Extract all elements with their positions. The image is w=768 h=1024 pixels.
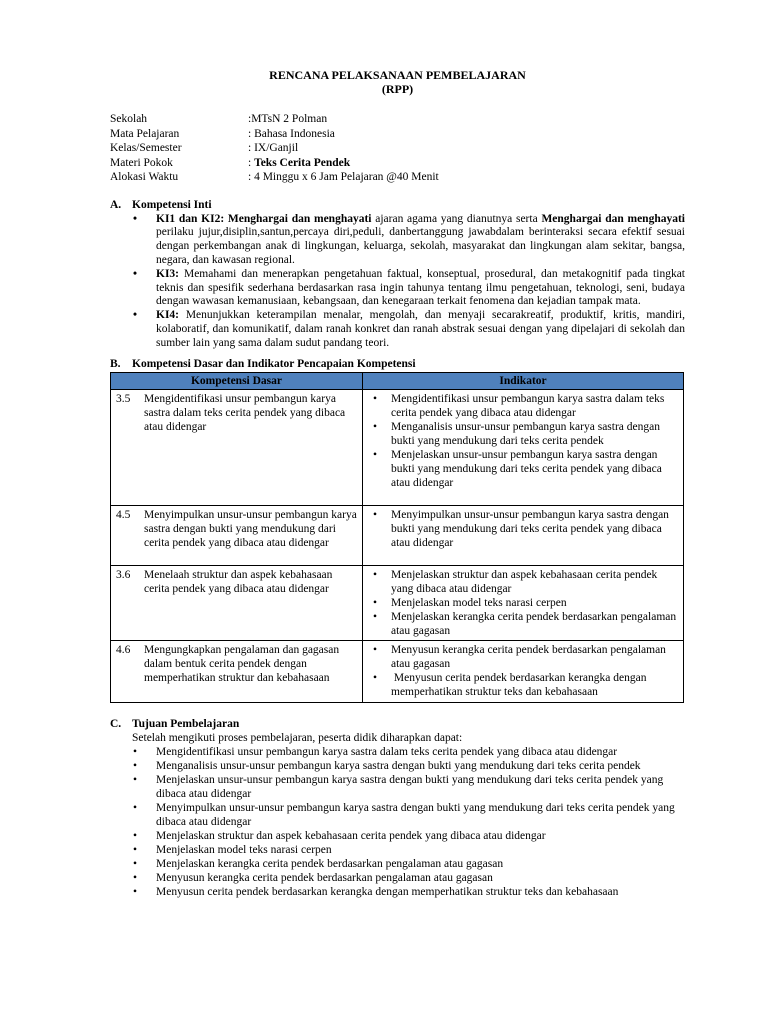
info-label: Kelas/Semester bbox=[110, 142, 182, 155]
section-title: Tujuan Pembelajaran bbox=[132, 717, 240, 730]
table-row bbox=[111, 505, 684, 565]
info-label: Sekolah bbox=[110, 113, 148, 125]
list-item: • Menjelaskan kerangka cerita pendek berdasarkan pengalaman atau gagasan bbox=[391, 610, 679, 638]
kompetensi-inti-list bbox=[110, 213, 685, 351]
info-value: : Bahasa Indonesia bbox=[248, 127, 335, 140]
info-value: : IX/Ganjil bbox=[248, 142, 299, 155]
section-b-heading bbox=[110, 358, 685, 371]
kd-number: 3.6 bbox=[116, 568, 131, 581]
kd-number: 4.5 bbox=[116, 508, 131, 521]
ki-bold: Menghargai dan menghayati bbox=[541, 212, 686, 225]
kd-cell bbox=[111, 389, 363, 505]
list-item: • Menjelaskan struktur dan aspek kebahasaan cerita pendek yang dibaca atau didengar bbox=[391, 568, 679, 596]
column-header-kd: Kompetensi Dasar bbox=[111, 372, 363, 389]
ki-text: perilaku jujur,disiplin,santun,percaya diri,peduli, danbertanggung jawabdalam berinteraksi secara efektif sesuai dengan perkembangan anak di lingkungan, keluarga, sekolah, masyarakat dan lingkungan alam sekitar, bangsa, negara, dan kawasan regional. bbox=[156, 226, 685, 266]
list-item: • Menjelaskan unsur-unsur pembangun karya sastra dengan bukti yang mendukung dari teks cerita pendek yang dibaca atau didengar bbox=[391, 448, 679, 490]
section-c-heading bbox=[110, 717, 685, 732]
info-value-bold: Teks Cerita Pendek bbox=[254, 156, 351, 169]
info-label: Materi Pokok bbox=[110, 156, 173, 169]
info-value: :MTsN 2 Polman bbox=[248, 113, 328, 125]
document-page bbox=[110, 68, 685, 899]
ki-bold: KI4: bbox=[156, 309, 179, 322]
list-item: • Menjelaskan model teks narasi cerpen bbox=[391, 596, 679, 610]
kd-text: Mengungkapkan pengalaman dan gagasan dalam bentuk cerita pendek dengan memperhatikan struktur dan kebahasaan bbox=[144, 643, 340, 684]
list-item: • Menjelaskan unsur-unsur pembangun karya sastra dengan bukti yang mendukung dari teks cerita pendek yang dibaca atau didengar bbox=[156, 773, 685, 801]
list-item: • Menjelaskan struktur dan aspek kebahasaan cerita pendek yang dibaca atau didengar bbox=[156, 829, 685, 843]
section-a-heading bbox=[110, 198, 685, 213]
info-row-mapel bbox=[110, 127, 685, 142]
info-row-sekolah bbox=[110, 112, 685, 127]
section-title: Kompetensi Dasar dan Indikator Pencapaian Kompetensi bbox=[132, 357, 416, 370]
list-item: • Menganalisis unsur-unsur pembangun karya sastra dengan bukti yang mendukung dari teks cerita pendek bbox=[156, 759, 685, 773]
list-item: • Menyimpulkan unsur-unsur pembangun karya sastra dengan bukti yang mendukung dari teks cerita pendek yang dibaca atau didengar bbox=[391, 508, 679, 550]
info-value bbox=[248, 156, 350, 171]
section-number: B. bbox=[110, 357, 121, 370]
section-number: C. bbox=[110, 717, 122, 730]
ki-text: Memahami dan menerapkan pengetahuan faktual, konseptual, prosedural, dan metakognitif pada tingkat teknis dan spesifik sederhana berdasarkan rasa ingin tahunya tentang ilmu pengetahuan, teknologi, seni, budaya dengan wawasan kemanusiaan, kebangsaan, dan kenegaraan terkait fenomena dan kejadian tampak mata. bbox=[156, 267, 685, 308]
indikator-cell bbox=[363, 640, 684, 702]
indikator-cell bbox=[363, 565, 684, 640]
list-item: • Menjelaskan model teks narasi cerpen bbox=[156, 843, 685, 857]
info-row-materi bbox=[110, 156, 685, 171]
list-item: • Menyusun cerita pendek berdasarkan kerangka dengan memperhatikan struktur teks dan kebahasaan bbox=[391, 671, 679, 699]
list-item: • Menjelaskan kerangka cerita pendek berdasarkan pengalaman atau gagasan bbox=[156, 857, 685, 871]
title-line-1: RENCANA PELAKSANAAN PEMBELAJARAN bbox=[269, 68, 526, 82]
kd-text: Menelaah struktur dan aspek kebahasaan cerita pendek yang dibaca atau didengar bbox=[144, 568, 333, 595]
list-item: • Menganalisis unsur-unsur pembangun karya sastra dengan bukti yang mendukung dari teks cerita pendek bbox=[391, 420, 679, 448]
kd-text: Menyimpulkan unsur-unsur pembangun karya sastra dengan bukti yang mendukung dari cerita pendek yang dibaca atau didengar bbox=[144, 508, 357, 549]
section-title: Kompetensi Inti bbox=[132, 198, 212, 211]
list-item: • Mengidentifikasi unsur pembangun karya sastra dalam teks cerita pendek yang dibaca atau didengar bbox=[156, 745, 685, 759]
list-item bbox=[156, 268, 685, 309]
document-title bbox=[110, 68, 685, 96]
info-colon: : bbox=[248, 156, 255, 169]
list-item: • Menyusun kerangka cerita pendek berdasarkan pengalaman atau gagasan bbox=[391, 643, 679, 671]
kd-number: 4.6 bbox=[116, 643, 131, 656]
tujuan-intro: Setelah mengikuti proses pembelajaran, peserta didik diharapkan dapat: bbox=[132, 732, 463, 745]
list-item: • Menyusun kerangka cerita pendek berdasarkan pengalaman atau gagasan bbox=[156, 871, 685, 885]
info-row-kelas bbox=[110, 141, 685, 156]
list-item: • Menyusun cerita pendek berdasarkan kerangka dengan memperhatikan struktur teks dan kebahasaan bbox=[156, 885, 685, 899]
kd-indikator-table bbox=[110, 372, 684, 703]
ki-bold: KI3: bbox=[156, 267, 179, 280]
list-item: • Mengidentifikasi unsur pembangun karya sastra dalam teks cerita pendek yang dibaca atau didengar bbox=[391, 392, 679, 420]
title-line-2: (RPP) bbox=[381, 82, 414, 96]
info-row-alokasi bbox=[110, 170, 685, 185]
indikator-cell bbox=[363, 389, 684, 505]
kd-number: 3.5 bbox=[116, 392, 131, 405]
list-item bbox=[156, 309, 685, 350]
kd-cell bbox=[111, 505, 363, 565]
info-label: Mata Pelajaran bbox=[110, 127, 180, 140]
info-label: Alokasi Waktu bbox=[110, 171, 179, 184]
column-header-indikator: Indikator bbox=[363, 372, 684, 389]
indikator-cell bbox=[363, 505, 684, 565]
ki-text: Menunjukkan keterampilan menalar, mengolah, dan menyaji secarakreatif, produktif, kritis, mandiri, kolaboratif, dan komunikatif, dalam ranah konkret dan ranah abstrak sesuai dengan yang dipelajari di sekolah dan sumber lain yang sama dalam sudut pandang teori. bbox=[156, 309, 685, 349]
table-row bbox=[111, 640, 684, 702]
list-item: • Menyimpulkan unsur-unsur pembangun karya sastra dengan bukti yang mendukung dari teks cerita pendek yang dibaca atau didengar bbox=[156, 801, 685, 829]
info-value: : 4 Minggu x 6 Jam Pelajaran @40 Menit bbox=[248, 171, 439, 184]
section-number: A. bbox=[110, 198, 122, 211]
kd-text: Mengidentifikasi unsur pembangun karya sastra dalam teks cerita pendek yang dibaca atau didengar bbox=[144, 392, 346, 433]
tujuan-list bbox=[110, 745, 685, 899]
kd-cell bbox=[111, 565, 363, 640]
table-row bbox=[111, 389, 684, 505]
list-item bbox=[156, 213, 685, 268]
ki-text: ajaran agama yang dianutnya serta bbox=[371, 212, 542, 225]
ki-bold: KI1 dan KI2: Menghargai dan menghayati bbox=[156, 212, 372, 225]
kd-cell bbox=[111, 640, 363, 702]
identity-block bbox=[110, 112, 685, 185]
table-row bbox=[111, 565, 684, 640]
